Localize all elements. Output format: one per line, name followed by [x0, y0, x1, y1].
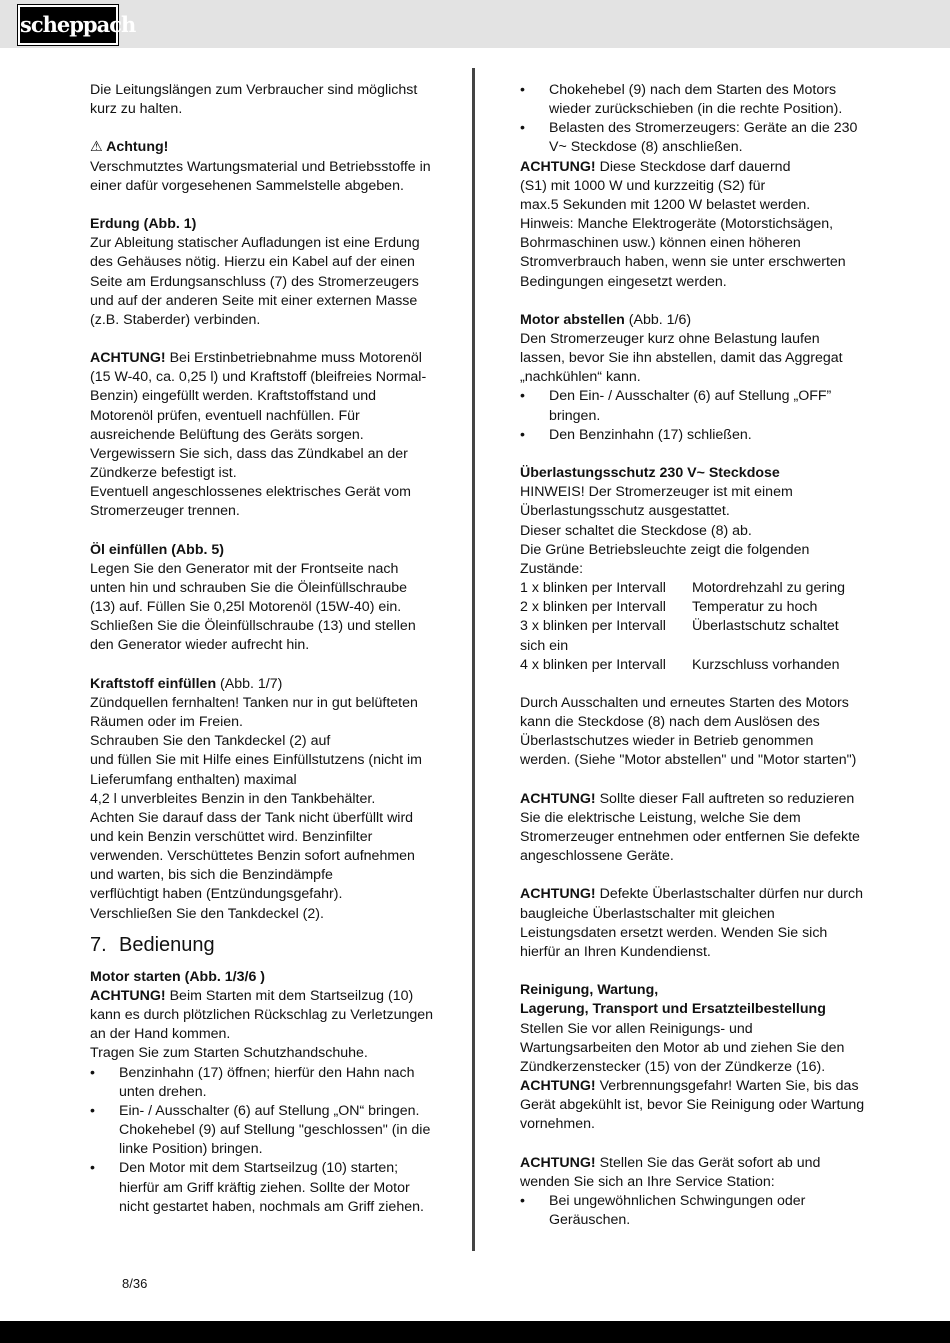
paragraph: Den Stromerzeuger kurz ohne Belastung laufen lassen, bevor Sie ihn abstellen, damit das Aggregat „nachkühlen“ kann. [520, 331, 843, 386]
paragraph: ACHTUNG! Stellen Sie das Gerät sofort ab und wenden Sie sich an Ihre Service Station: [520, 1154, 821, 1190]
status-row: 2 x blinken per Intervall Temperatur zu hoch [520, 599, 818, 616]
column-divider [472, 68, 475, 1251]
paragraph: Hinweis: Manche Elektrogeräte (Motorstichsägen, Bohrmaschinen usw.) können einen höheren Stromverbrauch haben, wenn sie unter erschwerten Bedingungen eingesetzt werden. [520, 216, 846, 290]
paragraph: ACHTUNG! Defekte Überlastschalter dürfen nur durch baugleiche Überlastschalter mit gleichen Leistungsdaten ersetzt werden. Wenden Sie sich hierfür an Ihren Kundendienst. [520, 886, 863, 960]
header-bar [0, 0, 950, 48]
paragraph: Zündquellen fernhalten! Tanken nur in gut belüfteten Räumen oder im Freien. [90, 694, 418, 731]
paragraph: Schrauben Sie den Tankdeckel (2) auf [90, 733, 331, 750]
footer-bar [0, 1321, 950, 1343]
status-row-continuation: sich ein [520, 637, 569, 654]
paragraph: (S1) mit 1000 W und kurzzeitig (S2) für [520, 177, 766, 194]
list-item: • Benzinhahn (17) öffnen; hierfür den Hahn nach unten drehen. [90, 1064, 415, 1100]
list-item: • Den Motor mit dem Startseilzug (10) starten; hierfür am Griff kräftig ziehen. Sollte der Motor nicht gestartet haben, nochmals am Griff ziehen. [90, 1160, 424, 1215]
paragraph: HINWEIS! Der Stromerzeuger ist mit einem Überlastungsschutz ausgestattet. [520, 484, 793, 520]
left-column [90, 81, 435, 1217]
section-heading: Motor starten (Abb. 1/3/6 ) [90, 968, 265, 985]
logo-text: scheppach [20, 12, 136, 37]
section-heading: Motor abstellen (Abb. 1/6) [520, 311, 692, 328]
section-heading: Öl einfüllen (Abb. 5) [90, 541, 224, 558]
paragraph: verflüchtigt haben (Entzündungsgefahr). [90, 886, 343, 903]
list-item: • Belasten des Stromerzeugers: Geräte an die 230 V~ Steckdose (8) anschließen. [520, 120, 858, 156]
paragraph: ACHTUNG! Beim Starten mit dem Startseilzug (10) kann es durch plötzlichen Rückschlag zu Verletzungen an der Hand kommen. [90, 987, 434, 1043]
paragraph: Achten Sie darauf dass der Tank nicht überfüllt wird und kein Benzin verschüttet wird. Benzinfilter verwenden. Verschüttetes Benzin sofort aufnehmen und warten, bis sich die Benzindämpfe [90, 809, 415, 884]
list-item: • Chokehebel (9) nach dem Starten des Motors wieder zurückschieben (in die rechte Position). [520, 82, 843, 118]
right-column [520, 81, 865, 1230]
paragraph: ACHTUNG! Diese Steckdose darf dauernd [520, 158, 791, 175]
paragraph: Stellen Sie vor allen Reinigungs- und Wartungsarbeiten den Motor ab und ziehen Sie den Zündkerzenstecker (15) von der Zündkerze (16). [520, 1020, 845, 1075]
paragraph: 4,2 l unverbleites Benzin in den Tankbehälter. [90, 790, 376, 807]
paragraph: Durch Ausschalten und erneutes Starten des Motors kann die Steckdose (8) nach dem Auslösen des Überlastschutzes wieder in Betrieb genommen werden. (Siehe "Motor abstellen" und "Motor starten") [520, 694, 857, 769]
section-heading: Reinigung, Wartung, [520, 982, 659, 999]
list-item: • Ein- / Ausschalter (6) auf Stellung „ON“ bringen. Chokehebel (9) auf Stellung "geschlossen" (in die linke Position) bringen. [90, 1102, 431, 1158]
list-item: • Den Ein- / Ausschalter (6) auf Stellung „OFF” bringen. [520, 388, 832, 424]
list-item: • Bei ungewöhnlichen Schwingungen oder Geräuschen. [520, 1192, 806, 1229]
section-heading: Lagerung, Transport und Ersatzteilbestellung [520, 1001, 826, 1018]
paragraph: Eventuell angeschlossenes elektrisches Gerät vom Stromerzeuger trennen. [90, 484, 411, 520]
section-heading: Kraftstoff einfüllen (Abb. 1/7) [90, 675, 283, 692]
status-row: 4 x blinken per Intervall Kurzschluss vorhanden [520, 656, 840, 673]
paragraph: Legen Sie den Generator mit der Frontseite nach unten hin und schrauben Sie die Öleinfüllschraube (13) auf. Füllen Sie 0,25l Motorenöl (15W-40) ein. Schließen Sie die Öleinfüllschraube (13) und stellen den Generator wieder aufrecht hin. [90, 560, 416, 654]
paragraph: Zur Ableitung statischer Aufladungen ist eine Erdung des Gehäuses nötig. Hierzu ein Kabel auf der einen Seite am Erdungsanschluss (7) des Stromerzeugers und auf der anderen Seite mit einer externen Masse (z.B. Staberder) verbinden. [90, 235, 420, 328]
paragraph: Tragen Sie zum Starten Schutzhandschuhe. [90, 1045, 368, 1062]
scheppach-logo [18, 5, 136, 45]
paragraph: ACHTUNG! Verbrennungsgefahr! Warten Sie, bis das Gerät abgekühlt ist, bevor Sie Reinigung oder Wartung vornehmen. [520, 1078, 865, 1133]
paragraph: Die Grüne Betriebsleuchte zeigt die folgenden Zustände: [520, 541, 810, 577]
paragraph: Verschmutztes Wartungsmaterial und Betriebsstoffe in einer dafür vorgesehenen Sammelstelle abgeben. [90, 158, 431, 194]
status-row: 1 x blinken per Intervall Motordrehzahl zu gering [520, 580, 845, 597]
section-heading: Überlastungsschutz 230 V~ Steckdose [520, 465, 780, 482]
section-heading: Erdung (Abb. 1) [90, 216, 197, 233]
status-row: 3 x blinken per Intervall Überlastschutz schaltet [520, 618, 839, 635]
paragraph: und füllen Sie mit Hilfe eines Einfüllstutzens (nicht im Lieferumfang enthalten) maximal [90, 752, 422, 788]
paragraph: Verschließen Sie den Tankdeckel (2). [90, 905, 324, 922]
paragraph: Dieser schaltet die Steckdose (8) ab. [520, 522, 752, 539]
chapter-heading: 7. Bedienung [90, 933, 215, 956]
warning-title: ⚠ Achtung! [90, 139, 169, 156]
paragraph: max.5 Sekunden mit 1200 W belastet werden. [520, 196, 811, 213]
list-item: • Den Benzinhahn (17) schließen. [520, 426, 752, 443]
paragraph: ACHTUNG! Sollte dieser Fall auftreten so reduzieren Sie die elektrische Leistung, welche Sie dem Stromerzeuger entnehmen oder entfernen Sie defekte angeschlossene Geräte. [520, 790, 860, 865]
paragraph: ACHTUNG! Bei Erstinbetriebnahme muss Motorenöl (15 W-40, ca. 0,25 l) und Kraftstoff (bleifreies Normal-Benzin) eingefüllt werden. Kraftstoffstand und Motorenöl prüfen, eventuell nachfüllen. Für ausreichende Belüftung des Geräts sorgen. Vergewissern Sie sich, dass das Zündkabel an der Zündkerze befestigt ist. [90, 350, 427, 482]
page-number: 8/36 [122, 1276, 148, 1291]
paragraph: Die Leitungslängen zum Verbraucher sind möglichst kurz zu halten. [90, 82, 418, 118]
